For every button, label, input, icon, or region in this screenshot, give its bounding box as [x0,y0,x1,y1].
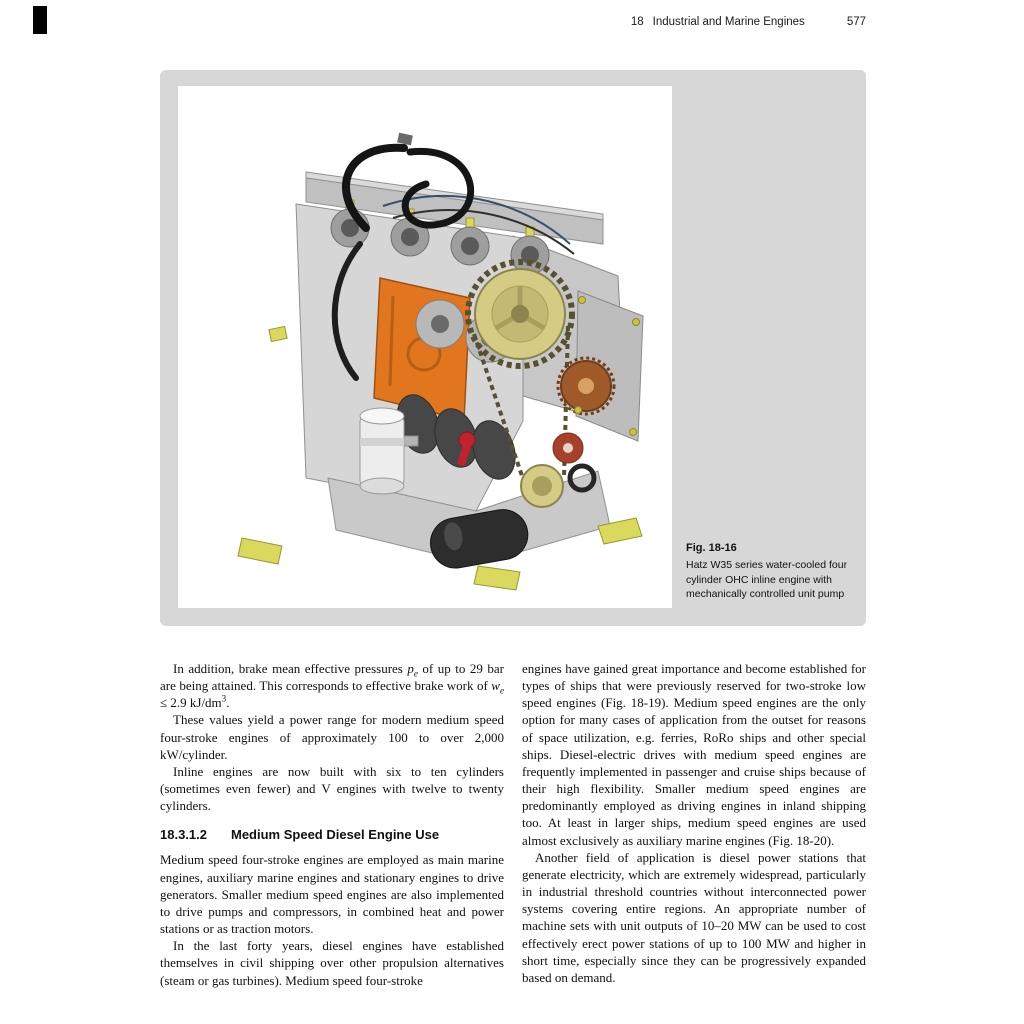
chapter-number: 18 [630,16,644,28]
chapter-title: Industrial and Marine Engines [652,16,805,28]
body-text [160,660,866,989]
figure-caption-block [686,542,858,602]
chapter-thumb-marker [33,6,47,34]
figure-caption: Hatz W35 series water-cooled four cylinder OHC inline engine with mechanically controlled unit pump [686,559,848,601]
figure-image [178,86,672,608]
figure-panel [160,70,866,626]
running-head-chapter [631,16,805,28]
body-paragraph: These values yield a power range for modern medium speed four-stroke engines of approximately 100 to over 2,000 kW/cylinder. [160,712,504,762]
section-title: Medium Speed Diesel Engine Use [231,827,440,843]
section-heading [160,827,504,842]
body-paragraph: In the last forty years, diesel engines have established themselves in civil shipping over other propulsion alternatives (steam or gas turbines). Medium speed four-stroke [160,938,504,988]
body-paragraph: engines have gained great importance and become established for types of ships that were previously reserved for two-stroke low speed engines (Fig. 18-19). Medium speed engines are the only option for many cases of application from the outset for reasons of space utilization, e.g. ferries, RoRo ships and other special ships. Diesel-electric drives with medium speed engines are frequently implemented in passenger and cruise ships because of their high flexibility. Smaller medium speed engines are predominantly employed as driving engines in inland shipping too. At least in larger ships, medium speed engines are used almost exclusively as auxiliary marine engines (Fig. 18-20). [522,661,866,848]
text-column-right [522,660,866,989]
body-paragraph: Another field of application is diesel power stations that generate electricity, which are extremely widespread, particularly in industrial threshold countries without interconnected power systems covering entire regions. An appropriate number of machine sets with unit outputs of 10–20 MW can be used to cost effectively erect power stations of up to 100 MW and higher in short time, especially since they can be progressively expanded based on demand. [522,849,866,985]
page-number: 577 [846,16,866,28]
running-head [631,16,866,28]
section-number: 18.3.1.2 [160,827,207,843]
engine-illustration [178,86,672,608]
body-paragraph: In addition, brake mean effective pressures $p_e$ of up to 29 bar are being attained. This corresponds to effective brake work of $w_e \le 2.9$ $kJ/dm^3$. [160,661,504,711]
text-column-left [160,660,504,989]
body-paragraph: Medium speed four-stroke engines are employed as main marine engines, auxiliary marine engines and stationary engines to drive generators. Smaller medium speed engines are also implemented to drive pumps and compressors, in combined heat and power stations or as traction motors. [160,852,504,937]
figure-label: Fig. 18-16 [686,542,737,554]
body-paragraph: Inline engines are now built with six to ten cylinders (sometimes even fewer) and V engines with twelve to twenty cylinders. [160,763,504,814]
